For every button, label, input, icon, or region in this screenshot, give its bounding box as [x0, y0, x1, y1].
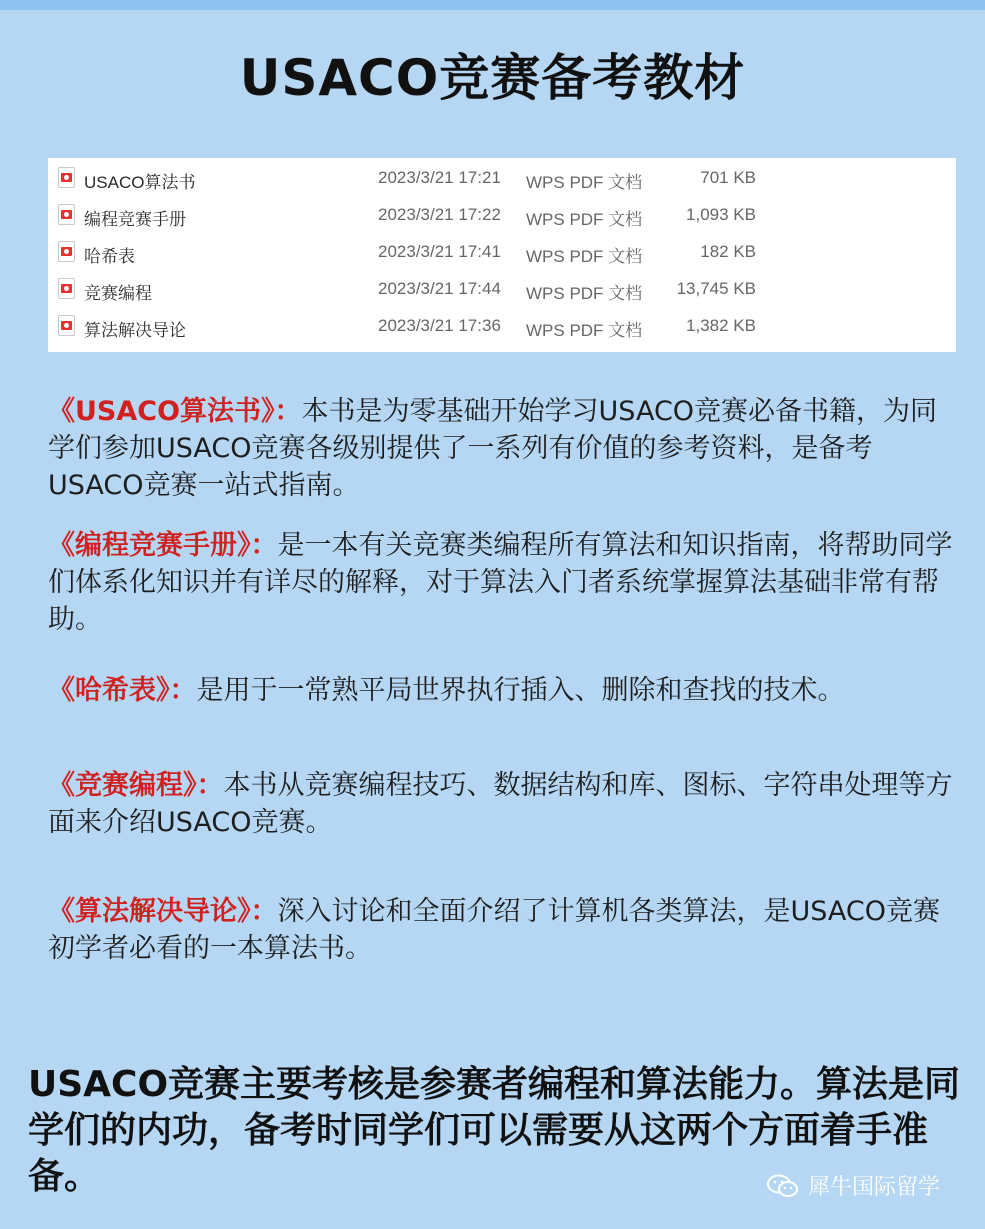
- book-description: [48, 393, 953, 504]
- book-description: [48, 527, 953, 638]
- book-text: 本书是为零基础开始学习USACO竞赛必备书籍，为同学们参加USACO竞赛各级别提供了一系列有价值的参考资料，是备考USACO竞赛一站式指南。: [48, 396, 938, 501]
- file-row[interactable]: [48, 160, 956, 197]
- file-size: 1,382 KB: [686, 316, 756, 335]
- book-description: [48, 767, 953, 841]
- file-date: 2023/3/21 17:44: [378, 279, 501, 298]
- file-date: 2023/3/21 17:41: [378, 242, 501, 261]
- file-date: 2023/3/21 17:21: [378, 168, 501, 187]
- file-type: WPS PDF 文档: [526, 210, 643, 229]
- wechat-icon: [766, 1174, 800, 1198]
- pdf-file-icon: [58, 204, 75, 225]
- file-row[interactable]: [48, 234, 956, 271]
- summary-text: USACO竞赛主要考核是参赛者编程和算法能力。算法是同学们的内功，备考时同学们可以需要从这两个方面着手准备。: [28, 1064, 961, 1197]
- book-description: [48, 893, 953, 967]
- file-row[interactable]: [48, 271, 956, 308]
- book-text: 本书从竞赛编程技巧、数据结构和库、图标、字符串处理等方面来介绍USACO竞赛。: [48, 770, 953, 838]
- file-row[interactable]: [48, 197, 956, 234]
- page-title: USACO竞赛备考教材: [239, 49, 746, 107]
- book-title: 《竞赛编程》：: [48, 770, 224, 801]
- file-name: 算法解决导论: [84, 321, 186, 340]
- file-list: [48, 158, 956, 352]
- pdf-file-icon: [58, 167, 75, 188]
- book-title: 《哈希表》：: [48, 675, 197, 706]
- file-date: 2023/3/21 17:36: [378, 316, 501, 335]
- pdf-file-icon: [58, 241, 75, 262]
- file-size: 701 KB: [700, 168, 756, 187]
- book-description: [48, 672, 953, 709]
- book-title: 《算法解决导论》：: [48, 896, 278, 927]
- top-strip: [0, 0, 985, 10]
- book-text: 是用于一常熟平局世界执行插入、删除和查找的技术。: [196, 675, 845, 706]
- file-type: WPS PDF 文档: [526, 321, 643, 340]
- pdf-file-icon: [58, 315, 75, 336]
- file-date: 2023/3/21 17:22: [378, 205, 501, 224]
- file-type: WPS PDF 文档: [526, 173, 643, 192]
- file-name: 哈希表: [84, 247, 135, 266]
- file-size: 182 KB: [700, 242, 756, 261]
- book-title: 《编程竞赛手册》：: [48, 530, 278, 561]
- file-name: USACO算法书: [84, 173, 196, 192]
- file-size: 13,745 KB: [676, 279, 756, 298]
- file-name: 竞赛编程: [84, 284, 152, 303]
- book-text: 是一本有关竞赛类编程所有算法和知识指南，将帮助同学们体系化知识并有详尽的解释，对于算法入门者系统掌握算法基础非常有帮助。: [48, 530, 953, 635]
- book-text: 深入讨论和全面介绍了计算机各类算法，是USACO竞赛初学者必看的一本算法书。: [48, 896, 941, 964]
- file-type: WPS PDF 文档: [526, 247, 643, 266]
- book-title: 《USACO算法书》：: [48, 396, 302, 427]
- file-row[interactable]: [48, 308, 956, 345]
- watermark-text: 犀牛国际留学: [808, 1175, 941, 1200]
- pdf-file-icon: [58, 278, 75, 299]
- file-type: WPS PDF 文档: [526, 284, 643, 303]
- file-name: 编程竞赛手册: [84, 210, 186, 229]
- file-size: 1,093 KB: [686, 205, 756, 224]
